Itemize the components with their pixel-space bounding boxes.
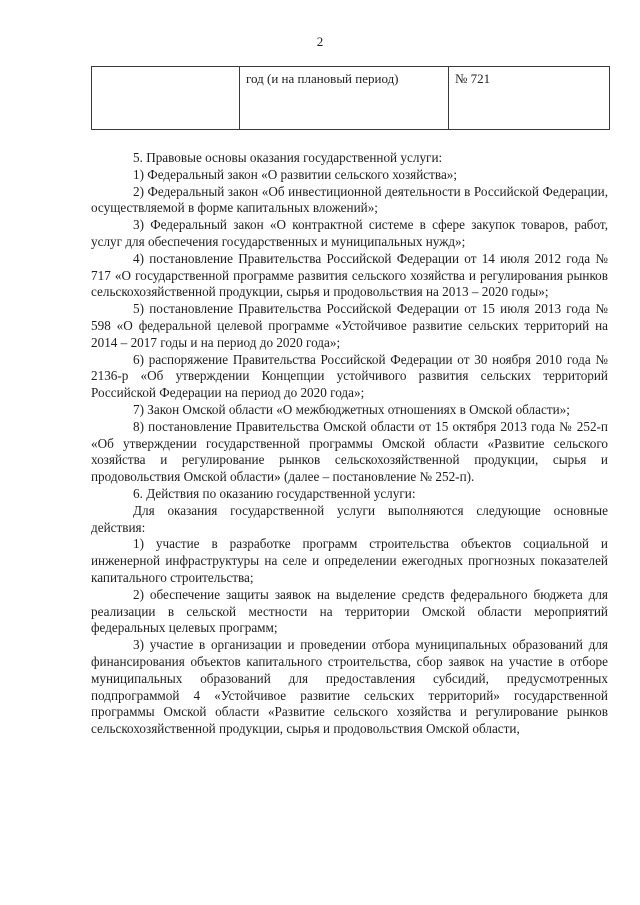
table-cell-period: год (и на плановый период) — [240, 67, 449, 130]
list-item: 3) участие в организации и проведении отбора муниципальных образований для финансирования объектов капитального строительства, сбор заявок на участие в отборе муниципальных образований для предоставления субсидий, предусмотренных подпрограммой 4 «Устойчивое развитие сельских территорий» государственной программы Омской области «Развитие сельского хозяйства и регулирование рынков сельскохозяйственной продукции, сырья и продовольствия Омской области, — [91, 637, 608, 737]
list-item: 2) обеспечение защиты заявок на выделение средств федерального бюджета для реализации в сельской местности на территории Омской области мероприятий федеральных целевых программ; — [91, 586, 608, 636]
page-number: 2 — [316, 34, 324, 49]
list-item: 4) постановление Правительства Российской Федерации от 14 июля 2012 года № 717 «О государственной программе развития сельского хозяйства и регулирования рынков сельскохозяйственной продукции, сырья и продовольствия на 2013 – 2020 годы»; — [91, 250, 608, 300]
document-body — [91, 150, 608, 738]
list-item: 5) постановление Правительства Российской Федерации от 15 июля 2013 года № 598 «О федеральной целевой программе «Устойчивое развитие сельских территорий на 2014 – 2017 годы и на период до 2020 года»; — [91, 301, 608, 350]
section-heading: 6. Действия по оказанию государственной услуги: — [133, 485, 416, 501]
paragraph: Для оказания государственной услуги выполняются следующие основные действия: — [91, 502, 608, 535]
table-cell-number: № 721 — [449, 67, 610, 130]
list-item: 3) Федеральный закон «О контрактной системе в сфере закупок товаров, работ, услуг для обеспечения государственных и муниципальных нужд»; — [91, 217, 608, 249]
list-item: 8) постановление Правительства Омской области от 15 октября 2013 года № 252-п «Об утверждении государственной программы Омской области «Развитие сельского хозяйства и регулирование рынков сельскохозяйственной продукции, сырья и продовольствия Омской области» (далее – постановление № 252-п). — [91, 418, 608, 485]
header-table — [91, 66, 610, 130]
list-item: 2) Федеральный закон «Об инвестиционной деятельности в Российской Федерации, осуществляемой в форме капитальных вложений»; — [91, 183, 608, 216]
list-item: 1) Федеральный закон «О развитии сельского хозяйства»; — [133, 166, 458, 182]
section-heading: 5. Правовые основы оказания государственной услуги: — [133, 150, 443, 165]
list-item: 6) распоряжение Правительства Российской Федерации от 30 ноября 2010 года № 2136-р «Об утверждении Концепции устойчивого развития сельских территорий Российской Федерации на период до 2020 года»; — [91, 351, 608, 401]
table-cell-empty — [92, 67, 240, 130]
list-item: 7) Закон Омской области «О межбюджетных отношениях в Омской области»; — [133, 401, 570, 417]
list-item: 1) участие в разработке программ строительства объектов социальной и инженерной инфраструктуры на селе и определении ежегодных прогнозных показателей капитального строительства; — [91, 536, 608, 585]
table-row — [92, 67, 610, 130]
